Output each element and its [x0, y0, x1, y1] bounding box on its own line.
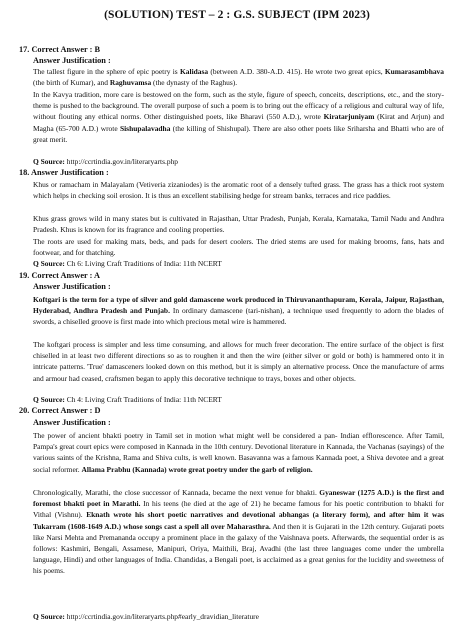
q20-answer-heading: 20. Correct Answer : D	[19, 406, 101, 415]
q18-paragraph-2: Khus grass grows wild in many states but is cultivated in Rajasthan, Uttar Pradesh, Punjab, Kerala, Karnataka, Tamil Nadu and Andhra Pradesh. Khus is known for its fragrance and cooling properties.	[33, 214, 444, 235]
q18-source	[33, 259, 222, 268]
q18-paragraph-3: The roots are used for making mats, beds, and pads for desert coolers. The dried stems are used for making brooms, fans, hats and footwear, and for thatching.	[33, 237, 444, 258]
q19-paragraph-2: The koftgari process is simpler and less time consuming, and allows for much freer decoration. The entire surface of the object is first chiselled in at least two different directions so as to roughen it and then the wire (either silver or gold or both) is hammered onto it in intricate patterns. 'True' damasceners looked down on this method, but it is simply an alternative process. Once the manufacture of arms and armour had ceased, craftsmen began to apply this decorative technique to trays, boxes and other objects.	[33, 340, 444, 383]
q19-source-label: Q Source:	[33, 395, 65, 404]
q20-paragraph-1: The power of ancient bhakti poetry in Tamil set in motion what might well be considered a pan- Indian efflorescence. After Tamil, Pampa's great court epics were composed in Kannada in the 10th century. Devotional literature in Kannada, the Vachanas (sayings) of the various saints of the Krishna, Rama and Shiva cults, is well known. Basavanna was a famous Kannada poet, a Shiva devotee and a great social reformer. Allama Prabhu (Kannada) wrote great poetry under the garb of religion.	[33, 431, 444, 474]
q18-paragraph-1: Khus or ramacham in Malayalam (Vetiveria zizaniodes) is the aromatic root of a densely tufted grass. The grass has a thick root system which helps in checking soil erosion. It is thus an excellent stabilising hedge for stream banks, terraces and rice paddies.	[33, 180, 444, 201]
q17-paragraph-1: The tallest figure in the sphere of epic poetry is Kalidasa (between A.D. 380-A.D. 415). He wrote two great epics, Kumarasambhava (the birth of Kumar), and Raghuvamsa (the dynasty of the Raghus).	[33, 67, 444, 88]
q20-source-label: Q Source:	[33, 612, 65, 621]
q17-justification-label: Answer Justification :	[33, 56, 111, 65]
q18-source-label: Q Source:	[33, 259, 65, 268]
q18-answer-heading: 18. Answer Justification :	[19, 168, 109, 177]
q18-source-text: Ch 6: Living Craft Traditions of India: 11th NCERT	[66, 259, 222, 268]
q17-source-label: Q Source:	[33, 157, 65, 166]
q20-justification-label: Answer Justification :	[33, 418, 111, 427]
q20-source	[33, 612, 259, 621]
q20-source-link[interactable]: http://ccrtindia.gov.in/literaryarts.php#early_dravidian_literature	[66, 612, 259, 621]
q20-paragraph-2: Chronologically, Marathi, the close successor of Kannada, became the next venue for bhakti. Gyaneswar (1275 A.D.) is the first and foremost bhakti poet in Marathi. In his teens (he died at the age of 21) he became famous for his poetic contribution to bhakti for Vithal (Vishnu). Eknath wrote his short poetic narratives and devotional abhangas (a literary form), and after him it was Tukarram (1608-1649 A.D.) whose songs cast a spell all over Maharasthra. And then it is Gujarati in the 12th century. Gujarati poets like Narsi Mehta and Premananda occupy a prominent place in the galaxy of the Vaishnava poets. Afterwards, the sequential order is as follows: Kashmiri, Bengali, Assamese, Manipuri, Oriya, Maithili, Braj, Avadhi (the last three languages come under the umbrella language, Hindi) and other languages of India. Chandidas, a Bengali poet, is acclaimed as a great genius for the lucidity and sweetness of his poems.	[33, 488, 444, 576]
q19-answer-heading: 19. Correct Answer : A	[19, 271, 101, 280]
q17-paragraph-2: In the Kavya tradition, more care is bestowed on the form, such as the style, figure of speech, conceits, descriptions, etc., and the story-theme is pushed to the background. The overall purpose of such a poem is to bring out the efficacy of a religious and cultural way of life, without flouting any ethical norms. Other distinguished poets, like Bharavi (550 A.D.), wrote Kiratarjuniyam (Kirat and Arjun) and Magha (65-700 A.D.) wrote Sishupalavadha (the killing of Shishupal). There are also other poets like Sriharsha and Bhatti who are of great merit.	[33, 90, 444, 144]
q19-paragraph-1: Koftgari is the term for a type of silver and gold damascene work produced in Thiruvananthapuram, Kerala, Jaipur, Rajasthan, Hyderabad, Andhra Pradesh and Punjab. In ordinary damascene (tari-nishan), a technique used frequently to adorn the blades of swords, a chiselled groove is first made into which precious metal wire is hammered.	[33, 295, 445, 327]
page-title: (SOLUTION) TEST – 2 : G.S. SUBJECT (IPM 2023)	[104, 9, 370, 21]
q17-answer-heading: 17. Correct Answer : B	[19, 45, 101, 54]
q19-justification-label: Answer Justification :	[33, 282, 111, 291]
q17-source-link[interactable]: http://ccrtindia.gov.in/literaryarts.php	[66, 157, 179, 166]
q19-source-text: Ch 4: Living Craft Traditions of India: 11th NCERT	[66, 395, 222, 404]
q19-source	[33, 395, 222, 404]
q17-source	[33, 157, 178, 166]
